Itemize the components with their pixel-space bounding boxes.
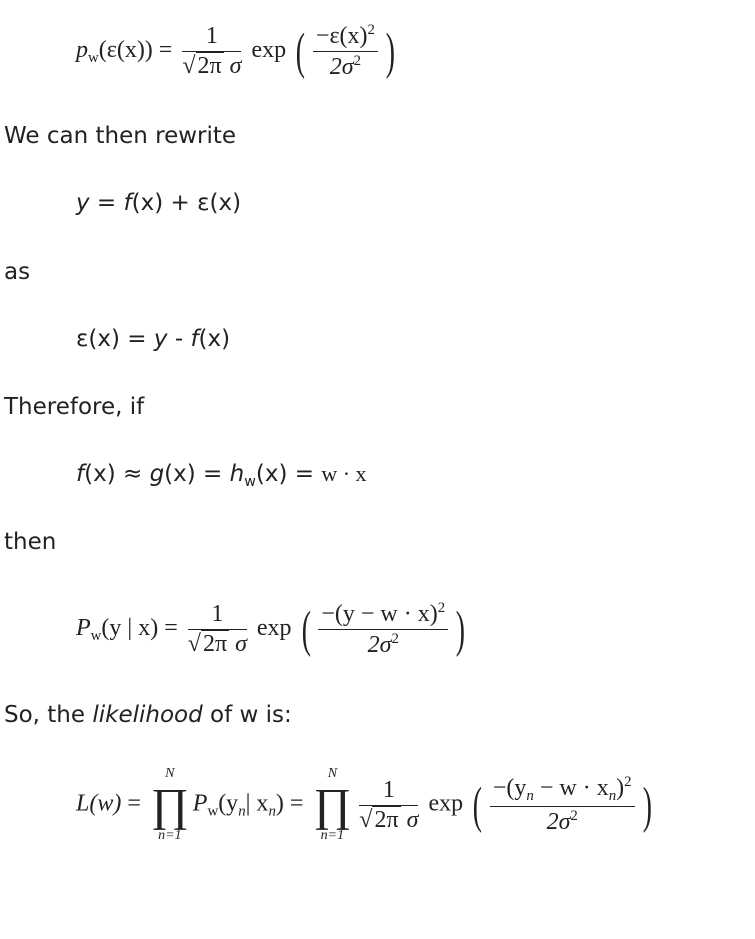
equals-sign: = — [127, 790, 141, 817]
paragraph-therefore: Therefore, if — [4, 394, 145, 420]
subscript-n: n — [268, 803, 276, 820]
exponent-numerator — [318, 600, 448, 630]
exponent-denominator-text: 2σ — [546, 809, 571, 836]
lower-limit: n=1 — [320, 828, 345, 843]
sigma: σ — [235, 630, 247, 657]
exponent-denominator-text: 2σ — [329, 53, 354, 80]
sqrt-sign: √ — [187, 630, 201, 657]
numerator: 1 — [359, 777, 418, 806]
square: 2 — [570, 808, 578, 825]
symbol-f: f — [190, 326, 199, 352]
normalizer-fraction — [359, 777, 418, 834]
subscript-n: n — [526, 788, 534, 805]
numerator: 1 — [188, 601, 247, 630]
square: 2 — [367, 22, 375, 38]
exponent-denominator — [318, 630, 448, 659]
exponent-fraction — [490, 774, 635, 836]
equation-model — [76, 190, 241, 216]
product-symbol: ∏ — [150, 779, 189, 830]
exponent-denominator — [313, 52, 378, 81]
exp-function: exp — [251, 36, 287, 63]
symbol-f: f — [123, 190, 132, 216]
symbol-y: y — [153, 326, 168, 352]
model-rest-text: (x) + ε(x) — [131, 190, 242, 216]
denominator — [188, 630, 247, 658]
subscript-n: n — [608, 788, 617, 805]
square: 2 — [353, 52, 362, 69]
equals-sign-2: = — [289, 790, 304, 817]
subscript-w: w — [90, 628, 102, 645]
exponent-num-c: ) — [616, 774, 625, 801]
left-paren: ( — [295, 23, 306, 80]
likelihood-symbol: L(w) — [76, 790, 122, 817]
exponent-denominator — [490, 807, 635, 836]
subscript-n: n — [238, 803, 246, 820]
residual-arg: (x) — [198, 326, 231, 352]
symbol-p: p — [76, 36, 88, 63]
sigma: σ — [229, 52, 242, 79]
argument: (y | x) — [101, 614, 159, 641]
normalizer-fraction — [182, 23, 241, 80]
exponent-num-b: − w · x — [533, 774, 609, 801]
likelihood-text-c: of w is: — [202, 702, 292, 728]
symbol-g: g — [149, 461, 165, 487]
approx-text: (x) ≈ — [84, 461, 150, 487]
paragraph-as: as — [4, 259, 31, 285]
argument: (ε(x)) — [98, 36, 153, 63]
paragraph-likelihood — [4, 701, 292, 729]
product-operator — [151, 766, 189, 844]
left-paren: ( — [472, 776, 483, 833]
exponent-denominator-text: 2σ — [367, 631, 392, 658]
symbol-f: f — [76, 461, 85, 487]
normalizer-fraction — [188, 601, 247, 658]
radicand: 2π — [197, 52, 222, 79]
equals-text-2: (x) = — [255, 461, 322, 487]
sqrt-sign: √ — [182, 52, 196, 79]
upper-limit: N — [327, 766, 338, 781]
exponent-numerator — [313, 22, 378, 52]
exponent-numerator-text: −ε(x) — [315, 22, 368, 49]
square: 2 — [437, 600, 446, 616]
product-operator-2 — [313, 766, 351, 844]
likelihood-emphasis: likelihood — [92, 702, 203, 728]
residual-lhs: ε(x) = — [76, 326, 154, 352]
argument-open: (y — [218, 790, 239, 817]
denominator — [182, 52, 241, 80]
subscript-w: w — [207, 803, 219, 820]
symbol-P: P — [192, 790, 208, 817]
right-paren: ) — [455, 601, 466, 658]
equals-sign: = — [164, 614, 178, 641]
exponent-numerator — [490, 774, 635, 807]
equation-hypothesis — [76, 461, 367, 490]
product-symbol: ∏ — [313, 779, 352, 830]
likelihood-text-a: So, the — [4, 702, 93, 728]
sigma: σ — [406, 806, 419, 833]
argument-mid: | x — [245, 790, 269, 817]
radicand: 2π — [202, 630, 228, 657]
symbol-y: y — [76, 190, 90, 216]
exponent-fraction — [318, 600, 448, 659]
right-paren: ) — [642, 776, 652, 833]
equals-text: (x) = — [164, 461, 230, 487]
exponent-numerator-text: −(y − w · x) — [321, 600, 438, 627]
denominator — [359, 806, 418, 834]
left-paren: ( — [301, 601, 311, 658]
square: 2 — [624, 773, 632, 790]
subscript-w: w — [244, 473, 256, 490]
exp-function: exp — [428, 790, 464, 817]
right-paren: ) — [385, 23, 395, 80]
square: 2 — [391, 630, 399, 647]
upper-limit: N — [165, 766, 175, 781]
symbol-P: P — [76, 614, 91, 641]
exponent-fraction — [313, 22, 378, 81]
numerator: 1 — [182, 23, 241, 52]
exp-function: exp — [256, 614, 292, 641]
symbol-h: h — [229, 461, 245, 487]
equation-conditional-probability — [76, 600, 469, 659]
paragraph-then: then — [4, 529, 57, 555]
subscript-w: w — [88, 50, 99, 67]
argument-close: ) — [275, 790, 284, 817]
lower-limit: n=1 — [158, 828, 182, 843]
paragraph-rewrite: We can then rewrite — [4, 123, 237, 149]
sqrt-sign: √ — [359, 806, 373, 833]
equation-residual — [76, 326, 230, 352]
minus-text: - — [167, 326, 191, 352]
equals-sign: = — [158, 36, 173, 63]
equation-noise-density — [76, 22, 399, 81]
radicand: 2π — [374, 806, 399, 833]
equals-text: = — [89, 190, 124, 216]
dot-product: w · x — [321, 461, 367, 486]
equation-likelihood — [76, 766, 655, 844]
exponent-num-a: −(y — [492, 774, 527, 801]
